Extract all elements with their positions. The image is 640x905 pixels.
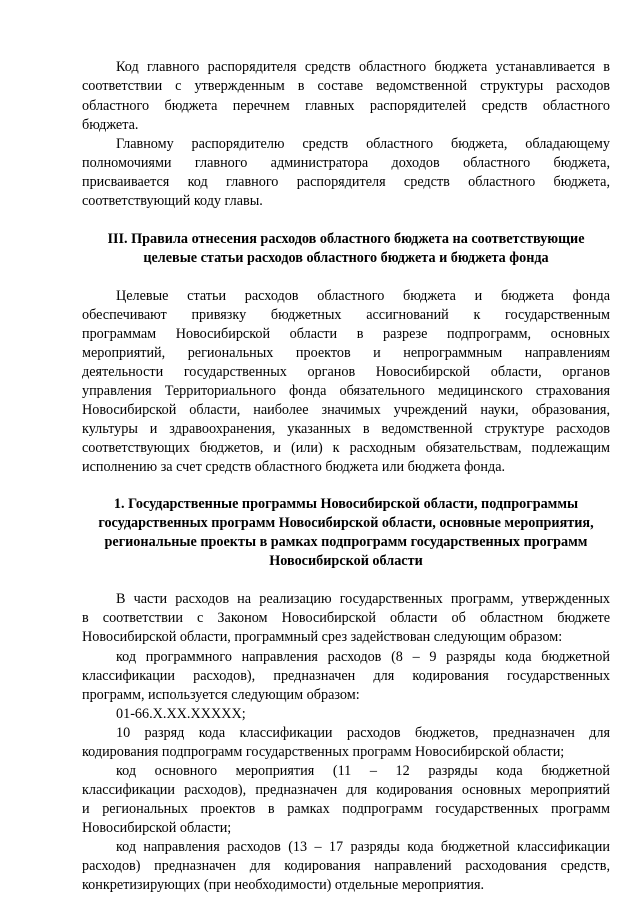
paragraph-1-line-2: соответствии с утвержденным в составе ведомственной структуры расходов xyxy=(82,78,610,94)
paragraph-2-line-2: полномочиями главного администратора доходов областного бюджета, xyxy=(82,155,610,171)
paragraph-9-line-3: конкретизирующих (при необходимости) отдельные мероприятия. xyxy=(82,877,485,893)
paragraph-3-line-8: культуры и здравоохранения, указанных в ведомственной структуре расходов xyxy=(82,421,610,437)
subsection-heading-line-1: 1. Государственные программы Новосибирской области, подпрограммы xyxy=(113,496,579,512)
paragraph-4-line-3: Новосибирской области, программный срез задействован следующим образом: xyxy=(82,629,563,645)
paragraph-3-line-3: программам Новосибирской области в разрезе подпрограмм, основных xyxy=(82,326,610,342)
paragraph-5-line-1: код программного направления расходов (8 – 9 разряды кода бюджетной xyxy=(116,649,610,665)
paragraph-8-line-1: код основного мероприятия (11 – 12 разряды кода бюджетной xyxy=(116,763,610,779)
section-heading-line-1: III. Правила отнесения расходов областного бюджета на соответствующие xyxy=(107,231,585,247)
paragraph-3-line-1: Целевые статьи расходов областного бюджета и бюджета фонда xyxy=(116,288,610,304)
paragraph-9-line-1: код направления расходов (13 – 17 разряды кода бюджетной классификации xyxy=(116,839,610,855)
paragraph-4-line-1: В части расходов на реализацию государственных программ, утвержденных xyxy=(116,591,610,607)
paragraph-8-line-2: классификации расходов), предназначен для кодирования основных мероприятий xyxy=(82,782,610,798)
paragraph-7-line-2: кодирования подпрограмм государственных программ Новосибирской области; xyxy=(82,744,565,760)
paragraph-2-line-1: Главному распорядителю средств областного бюджета, обладающему xyxy=(116,136,610,152)
paragraph-2-line-3: присваивается код главного распорядителя средств областного бюджета, xyxy=(82,174,610,190)
paragraph-1-line-1: Код главного распорядителя средств областного бюджета устанавливается в xyxy=(116,59,610,75)
section-heading-line-2: целевые статьи расходов областного бюджета и бюджета фонда xyxy=(143,250,549,266)
paragraph-3-line-7: Новосибирской области, наиболее значимых учреждений науки, образования, xyxy=(82,402,610,418)
paragraph-8-line-4: Новосибирской области; xyxy=(82,820,232,836)
paragraph-2-line-4: соответствующий коду главы. xyxy=(82,193,263,209)
code-pattern: 01-66.Х.ХХ.ХХХХХ; xyxy=(116,706,246,722)
paragraph-3-line-4: мероприятий, региональных проектов и непрограммным направлениям xyxy=(82,345,610,361)
paragraph-7-line-1: 10 разряд кода классификации расходов бюджетов, предназначен для xyxy=(116,725,610,741)
paragraph-1-line-4: бюджета. xyxy=(82,117,139,133)
paragraph-9-line-2: расходов) предназначен для кодирования направлений расходования средств, xyxy=(82,858,610,874)
subsection-heading-line-3: региональные проекты в рамках подпрограмм государственных программ xyxy=(104,534,588,550)
paragraph-3-line-2: обеспечивают привязку бюджетных ассигнований к государственным xyxy=(82,307,610,323)
paragraph-5-line-2: классификации расходов), предназначен для кодирования государственных xyxy=(82,668,610,684)
paragraph-4-line-2: в соответствии с Законом Новосибирской области об областном бюджете xyxy=(82,610,610,626)
subsection-heading-line-2: государственных программ Новосибирской области, основные мероприятия, xyxy=(98,515,594,531)
paragraph-3-line-6: управления Территориального фонда обязательного медицинского страхования xyxy=(82,383,610,399)
subsection-heading-line-4: Новосибирской области xyxy=(269,553,423,569)
paragraph-3-line-10: исполнению за счет средств областного бюджета или бюджета фонда. xyxy=(82,459,506,475)
paragraph-8-line-3: и региональных проектов в рамках подпрограмм государственных программ xyxy=(82,801,610,817)
paragraph-5-line-3: программ, используется следующим образом: xyxy=(82,687,360,703)
paragraph-1-line-3: областного бюджета перечнем главных распорядителей средств областного xyxy=(82,98,610,114)
paragraph-3-line-5: деятельности государственных органов Новосибирской области, органов xyxy=(82,364,610,380)
paragraph-3-line-9: соответствующих бюджетов, и (или) к расходным обязательствам, подлежащим xyxy=(82,440,610,456)
